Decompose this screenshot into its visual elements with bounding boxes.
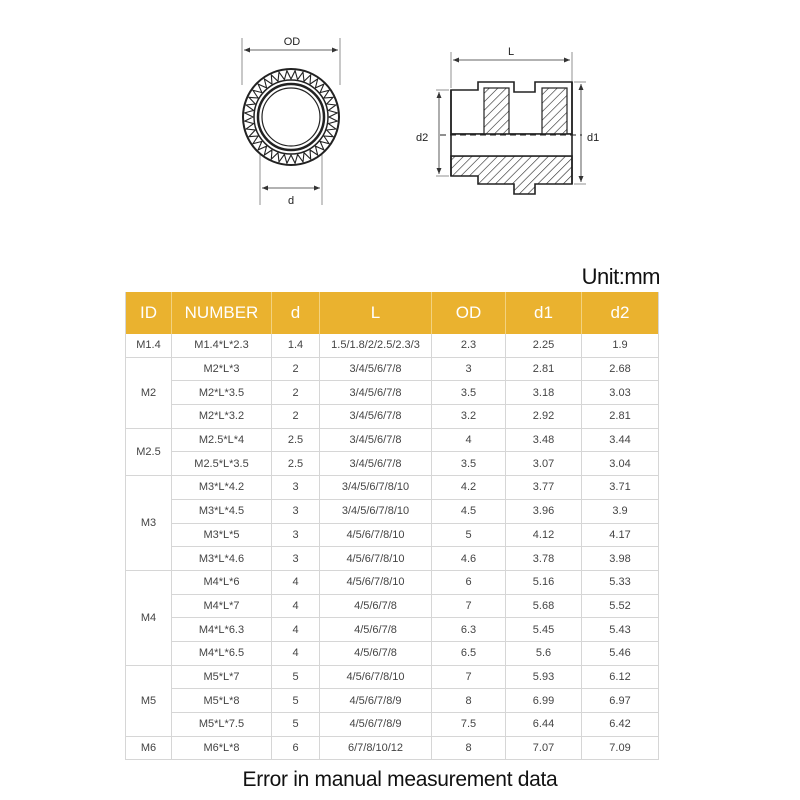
d2-cell: 3.44	[582, 428, 659, 452]
unit-label: Unit:mm	[581, 264, 660, 289]
l-cell: 3/4/5/6/7/8	[320, 452, 432, 476]
d-cell: 3	[272, 547, 320, 571]
header-l: L	[320, 292, 432, 334]
number-cell: M2*L*3.5	[172, 381, 272, 405]
table-row	[126, 594, 659, 618]
l-label: L	[507, 46, 515, 58]
d-cell: 5	[272, 689, 320, 713]
table-row	[126, 570, 659, 594]
d1-cell: 2.92	[506, 405, 582, 429]
id-cell: M1.4	[126, 334, 172, 357]
number-cell: M2.5*L*3.5	[172, 452, 272, 476]
od-cell: 6.3	[432, 618, 506, 642]
d2-cell: 5.46	[582, 641, 659, 665]
d-cell: 6	[272, 736, 320, 760]
technical-drawings	[0, 0, 800, 250]
d-cell: 4	[272, 641, 320, 665]
number-cell: M3*L*4.6	[172, 547, 272, 571]
d2-cell: 3.9	[582, 499, 659, 523]
od-label: OD	[283, 36, 301, 48]
l-cell: 6/7/8/10/12	[320, 736, 432, 760]
header-d: d	[272, 292, 320, 334]
l-cell: 4/5/6/7/8	[320, 641, 432, 665]
od-cell: 2.3	[432, 334, 506, 357]
l-cell: 4/5/6/7/8/9	[320, 689, 432, 713]
number-cell: M4*L*6.3	[172, 618, 272, 642]
table-row	[126, 523, 659, 547]
l-cell: 4/5/6/7/8/10	[320, 665, 432, 689]
number-cell: M5*L*7	[172, 665, 272, 689]
table-header-row	[126, 292, 659, 334]
l-cell: 3/4/5/6/7/8/10	[320, 499, 432, 523]
od-cell: 3.5	[432, 381, 506, 405]
d1-cell: 6.99	[506, 689, 582, 713]
d1-cell: 5.45	[506, 618, 582, 642]
number-cell: M3*L*4.5	[172, 499, 272, 523]
number-cell: M4*L*6	[172, 570, 272, 594]
id-cell: M4	[126, 570, 172, 665]
d1-cell: 3.48	[506, 428, 582, 452]
d-cell: 5	[272, 665, 320, 689]
table-row	[126, 736, 659, 760]
d2-cell: 3.98	[582, 547, 659, 571]
table-row	[126, 381, 659, 405]
d-cell: 3	[272, 476, 320, 500]
header-od: OD	[432, 292, 506, 334]
number-cell: M2*L*3.2	[172, 405, 272, 429]
l-cell: 4/5/6/7/8	[320, 594, 432, 618]
od-cell: 7	[432, 665, 506, 689]
id-cell: M2.5	[126, 428, 172, 475]
d1-cell: 3.77	[506, 476, 582, 500]
table-row	[126, 357, 659, 381]
table-row	[126, 476, 659, 500]
d-cell: 4	[272, 618, 320, 642]
d-cell: 4	[272, 594, 320, 618]
header-number: NUMBER	[172, 292, 272, 334]
table-body	[126, 334, 659, 760]
header-d1: d1	[506, 292, 582, 334]
l-cell: 1.5/1.8/2/2.5/2.3/3	[320, 334, 432, 357]
d2-cell: 3.04	[582, 452, 659, 476]
d2-cell: 5.33	[582, 570, 659, 594]
d1-cell: 4.12	[506, 523, 582, 547]
d1-cell: 3.07	[506, 452, 582, 476]
table-row	[126, 547, 659, 571]
table-row	[126, 665, 659, 689]
od-cell: 4.2	[432, 476, 506, 500]
d2-cell: 1.9	[582, 334, 659, 357]
l-cell: 4/5/6/7/8/10	[320, 570, 432, 594]
l-cell: 3/4/5/6/7/8	[320, 428, 432, 452]
l-cell: 3/4/5/6/7/8	[320, 357, 432, 381]
d2-cell: 2.68	[582, 357, 659, 381]
l-cell: 4/5/6/7/8	[320, 618, 432, 642]
d1-cell: 5.6	[506, 641, 582, 665]
od-cell: 7.5	[432, 713, 506, 737]
d2-cell: 3.03	[582, 381, 659, 405]
od-cell: 3.5	[432, 452, 506, 476]
d2-cell: 4.17	[582, 523, 659, 547]
l-cell: 3/4/5/6/7/8	[320, 405, 432, 429]
l-cell: 3/4/5/6/7/8	[320, 381, 432, 405]
d-cell: 3	[272, 499, 320, 523]
section-view-drawing	[416, 46, 599, 194]
d2-cell: 2.81	[582, 405, 659, 429]
table-row	[126, 713, 659, 737]
header-id: ID	[126, 292, 172, 334]
od-cell: 6.5	[432, 641, 506, 665]
id-cell: M5	[126, 665, 172, 736]
od-cell: 8	[432, 736, 506, 760]
od-cell: 5	[432, 523, 506, 547]
table-row	[126, 405, 659, 429]
d-cell: 3	[272, 523, 320, 547]
number-cell: M2.5*L*4	[172, 428, 272, 452]
footer-note: Error in manual measurement data	[242, 768, 558, 791]
d2-cell: 3.71	[582, 476, 659, 500]
l-cell: 4/5/6/7/8/9	[320, 713, 432, 737]
d1-cell: 2.81	[506, 357, 582, 381]
number-cell: M4*L*7	[172, 594, 272, 618]
table-row	[126, 428, 659, 452]
d2-cell: 6.42	[582, 713, 659, 737]
d1-cell: 3.18	[506, 381, 582, 405]
number-cell: M6*L*8	[172, 736, 272, 760]
number-cell: M2*L*3	[172, 357, 272, 381]
id-cell: M3	[126, 476, 172, 571]
number-cell: M3*L*5	[172, 523, 272, 547]
header-d2: d2	[582, 292, 659, 334]
od-cell: 4.5	[432, 499, 506, 523]
d-cell: 2.5	[272, 452, 320, 476]
d1-cell: 3.78	[506, 547, 582, 571]
l-cell: 4/5/6/7/8/10	[320, 547, 432, 571]
d2-cell: 7.09	[582, 736, 659, 760]
d1-cell: 5.16	[506, 570, 582, 594]
d-cell: 2	[272, 381, 320, 405]
number-cell: M5*L*7.5	[172, 713, 272, 737]
table-row	[126, 618, 659, 642]
end-view-drawing	[242, 36, 340, 207]
d2-cell: 6.97	[582, 689, 659, 713]
table-row	[126, 499, 659, 523]
d2-cell: 5.52	[582, 594, 659, 618]
table-row	[126, 334, 659, 357]
od-cell: 8	[432, 689, 506, 713]
d1-label: d1	[587, 132, 600, 144]
od-cell: 6	[432, 570, 506, 594]
d-cell: 5	[272, 713, 320, 737]
d1-cell: 3.96	[506, 499, 582, 523]
number-cell: M4*L*6.5	[172, 641, 272, 665]
d2-label: d2	[416, 132, 429, 144]
number-cell: M5*L*8	[172, 689, 272, 713]
table-row	[126, 689, 659, 713]
d-cell: 4	[272, 570, 320, 594]
d-cell: 2	[272, 405, 320, 429]
d1-cell: 2.25	[506, 334, 582, 357]
d-label: d	[287, 195, 295, 207]
d2-cell: 6.12	[582, 665, 659, 689]
l-cell: 4/5/6/7/8/10	[320, 523, 432, 547]
d1-cell: 7.07	[506, 736, 582, 760]
number-cell: M1.4*L*2.3	[172, 334, 272, 357]
id-cell: M6	[126, 736, 172, 760]
od-cell: 3.2	[432, 405, 506, 429]
od-cell: 7	[432, 594, 506, 618]
table-row	[126, 452, 659, 476]
spec-table	[125, 292, 659, 760]
id-cell: M2	[126, 357, 172, 428]
d1-cell: 6.44	[506, 713, 582, 737]
d-cell: 2	[272, 357, 320, 381]
d-cell: 1.4	[272, 334, 320, 357]
l-cell: 3/4/5/6/7/8/10	[320, 476, 432, 500]
od-cell: 4	[432, 428, 506, 452]
d1-cell: 5.93	[506, 665, 582, 689]
number-cell: M3*L*4.2	[172, 476, 272, 500]
table-row	[126, 641, 659, 665]
od-cell: 4.6	[432, 547, 506, 571]
d-cell: 2.5	[272, 428, 320, 452]
od-cell: 3	[432, 357, 506, 381]
d1-cell: 5.68	[506, 594, 582, 618]
d2-cell: 5.43	[582, 618, 659, 642]
